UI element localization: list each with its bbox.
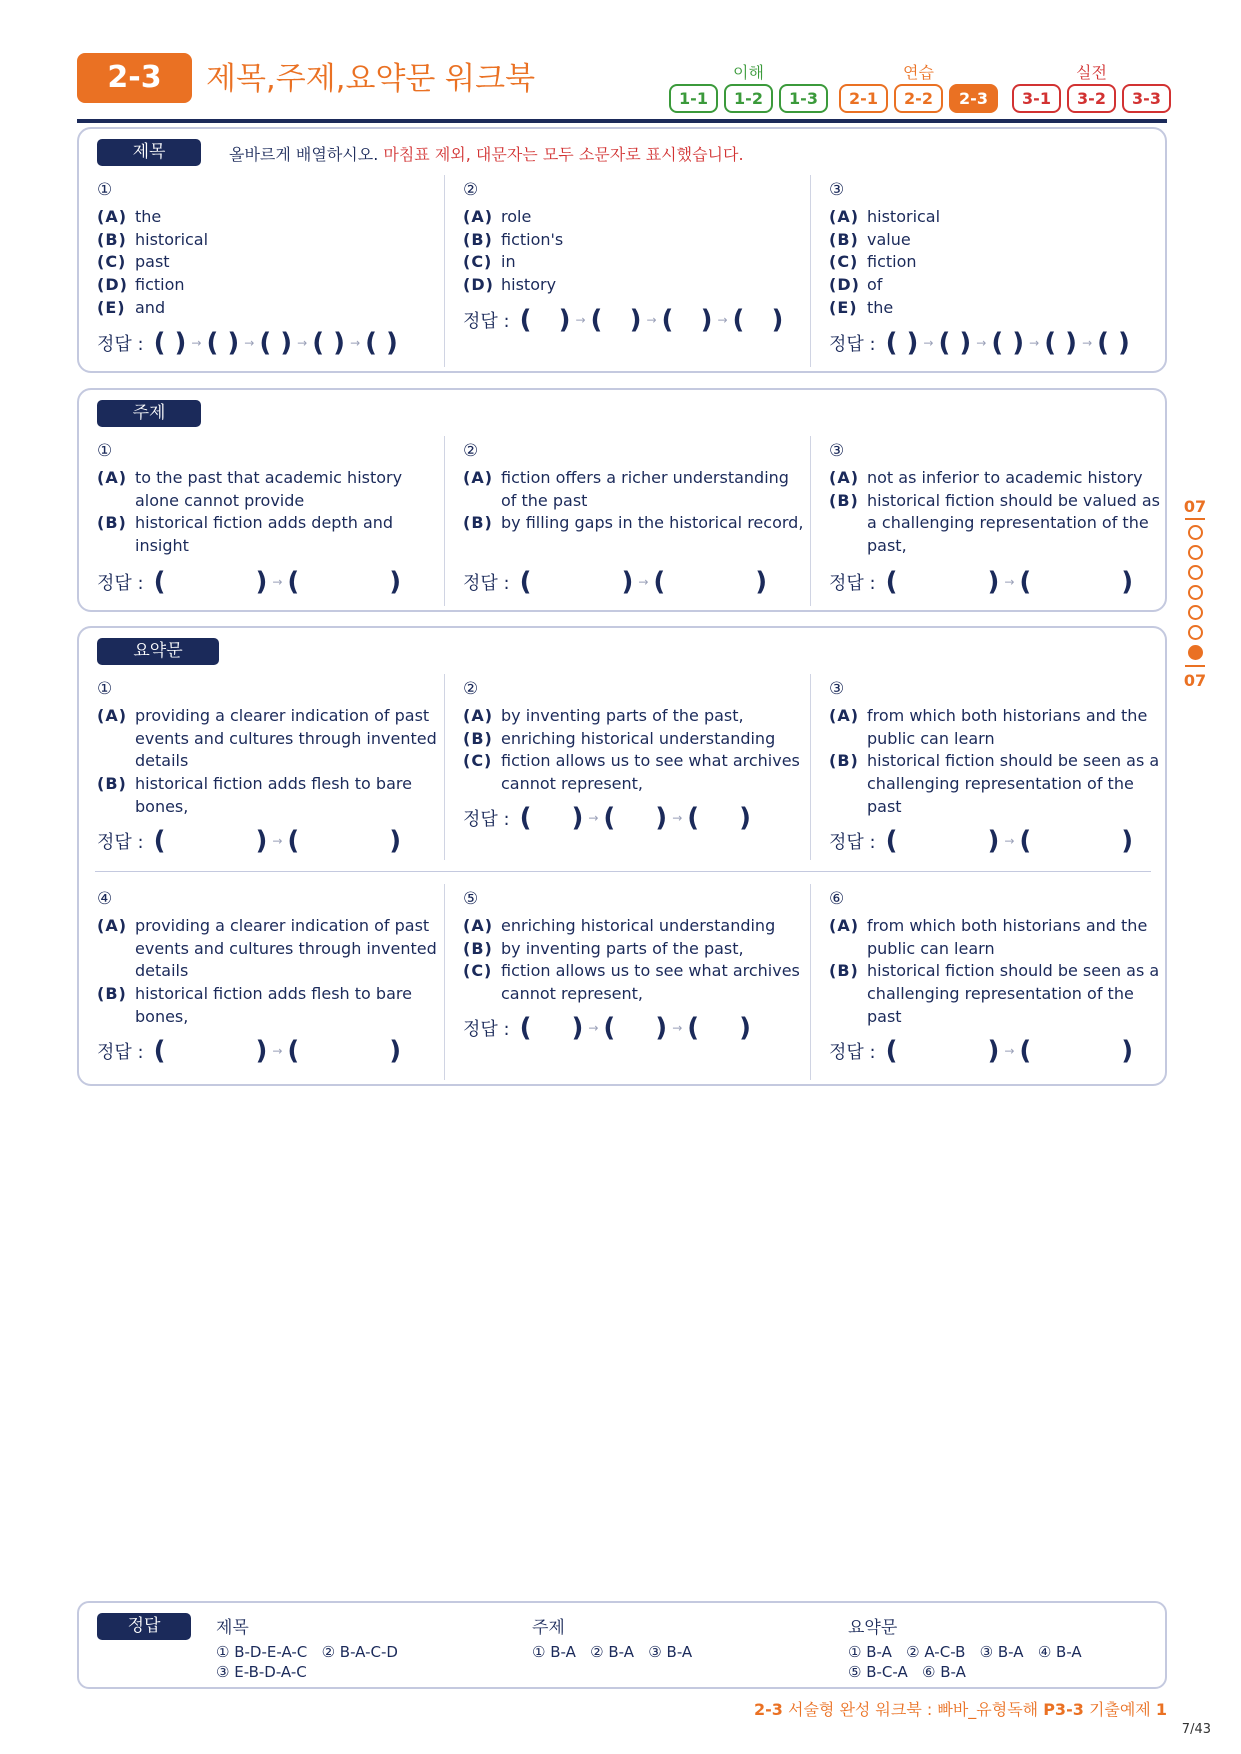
answer-label: 정답 : <box>97 334 144 355</box>
option <box>463 960 805 1005</box>
stage-button-active[interactable]: 2-3 <box>949 84 998 113</box>
side-nav <box>1183 497 1207 691</box>
instruction <box>229 142 744 165</box>
option-key: (D) <box>97 275 128 295</box>
summary-question-3 <box>829 678 1171 819</box>
option-text: fiction allows us to see what archives cannot represent, <box>501 961 800 1004</box>
option <box>97 467 439 512</box>
option-text: by inventing parts of the past, <box>501 938 744 958</box>
nav-dot[interactable] <box>1188 545 1203 560</box>
option-text: providing a clearer indication of past events and cultures through invented details <box>135 706 437 771</box>
option-key: (C) <box>463 252 493 272</box>
nav-dot[interactable] <box>1188 525 1203 540</box>
option-key: (B) <box>463 938 493 958</box>
option <box>463 938 805 961</box>
option-key: (A) <box>829 468 860 487</box>
option <box>97 206 439 229</box>
option-text: fiction <box>867 252 917 272</box>
option-text: historical fiction should be seen as a challenging representation of the past <box>867 961 1160 1026</box>
instruction-text: 올바르게 배열하시오. <box>229 145 379 164</box>
stage-button[interactable]: 1-3 <box>779 84 828 113</box>
side-nav-number: 07 <box>1183 497 1207 516</box>
option <box>463 251 805 274</box>
question-number: ① <box>97 180 113 200</box>
option <box>463 467 805 512</box>
stage-label: 이해 <box>733 63 764 82</box>
option <box>463 206 805 229</box>
stage-button[interactable]: 3-1 <box>1012 84 1061 113</box>
option-text: enriching historical understanding <box>501 916 776 935</box>
option <box>97 251 439 274</box>
answer-key-heading: 주제 <box>532 1618 565 1638</box>
option-text: history <box>501 275 557 295</box>
answer-key-line: ① B-A ② B-A ③ B-A <box>532 1643 693 1661</box>
question-number: ⑤ <box>463 889 479 909</box>
option <box>829 274 1171 297</box>
stage-group-understand <box>669 60 828 113</box>
answer-row[interactable]: 정답 : ( ) → ( ) → ( ) <box>463 803 752 833</box>
stage-label: 실전 <box>1076 63 1107 82</box>
option-text: by inventing parts of the past, <box>501 706 744 725</box>
option-text: by filling gaps in the historical record, <box>501 513 804 533</box>
nav-dot[interactable] <box>1188 565 1203 580</box>
option-text: role <box>501 207 532 226</box>
section-label: 요약문 <box>97 638 219 665</box>
option <box>463 728 805 751</box>
question-number: ⑥ <box>829 889 845 909</box>
stage-button[interactable]: 2-1 <box>839 84 888 113</box>
answer-row[interactable]: 정답 : ( ) → ( ) <box>829 1036 1134 1066</box>
option-key: (A) <box>829 207 860 226</box>
question-number: ③ <box>829 180 845 200</box>
question-number: ① <box>97 441 113 461</box>
answer-key-heading: 요약문 <box>848 1618 898 1638</box>
section-label: 주제 <box>97 400 201 427</box>
option-text: not as inferior to academic history <box>867 468 1143 487</box>
stage-label: 연습 <box>903 63 934 82</box>
footer-text: 서술형 완성 워크북 : 빠바_유형독해 <box>787 1700 1039 1719</box>
column-divider <box>810 175 811 367</box>
section-label: 제목 <box>97 139 201 166</box>
summary-question-5 <box>463 888 805 1006</box>
option-text: historical fiction adds flesh to bare bones, <box>135 774 412 816</box>
option-text: fiction allows us to see what archives cannot represent, <box>501 751 800 794</box>
option <box>97 773 439 818</box>
option-key: (B) <box>97 774 127 794</box>
question-number: ② <box>463 679 479 699</box>
option-text: the <box>867 297 894 317</box>
question-number: ③ <box>829 679 845 699</box>
answer-label: 정답 : <box>829 573 876 594</box>
option-key: (E) <box>829 297 858 317</box>
option <box>829 229 1171 252</box>
footer-code2: P3-3 <box>1043 1700 1084 1719</box>
option-key: (A) <box>97 207 128 226</box>
title-question-3 <box>829 179 1171 320</box>
question-number: ② <box>463 441 479 461</box>
instruction-note: 마침표 제외, 대문자는 모두 소문자로 표시했습니다. <box>383 145 744 164</box>
column-divider <box>444 674 445 860</box>
option-key: (A) <box>829 916 860 935</box>
column-divider <box>810 674 811 860</box>
option-key: (B) <box>97 513 127 533</box>
theme-section <box>77 388 1167 612</box>
option <box>97 705 439 773</box>
answer-row[interactable]: 정답 : ( ) → ( ) <box>97 826 402 856</box>
option-text: historical fiction should be valued as a challenging representation of the past, <box>867 490 1161 556</box>
answer-row[interactable]: 정답 : ( ) → ( ) <box>97 567 402 597</box>
theme-question-1 <box>97 440 439 558</box>
option-text: the <box>135 207 162 226</box>
option-text: past <box>135 252 170 272</box>
summary-question-6 <box>829 888 1171 1029</box>
title-question-2 <box>463 179 805 297</box>
side-nav-bar <box>1185 518 1205 520</box>
answer-row[interactable]: 정답 : ( ) → ( ) <box>97 1036 402 1066</box>
column-divider <box>444 436 445 606</box>
answer-label: 정답 : <box>97 573 144 594</box>
option <box>829 297 1171 320</box>
option-key: (B) <box>97 229 127 249</box>
answer-row[interactable]: 정답 : ( ) → ( ) <box>829 826 1134 856</box>
stage-button[interactable]: 1-1 <box>669 84 718 113</box>
answer-label: 정답 : <box>829 832 876 853</box>
column-divider <box>810 436 811 606</box>
page-number: 7/43 <box>1181 1722 1211 1737</box>
answer-row[interactable]: 정답 : ( ) → ( ) → ( ) → ( ) <box>463 305 784 335</box>
option <box>97 274 439 297</box>
option-key: (B) <box>463 513 493 533</box>
option <box>463 705 805 728</box>
option-key: (D) <box>463 275 494 295</box>
answer-row[interactable]: 정답 : ( ) → ( ) <box>463 567 768 597</box>
option-key: (B) <box>463 728 493 748</box>
title-section <box>77 127 1167 373</box>
footer-code: 2-3 <box>753 1700 783 1719</box>
option <box>97 229 439 252</box>
footer <box>754 1697 1167 1720</box>
stage-group-practice <box>839 60 998 113</box>
option-text: providing a clearer indication of past events and cultures through invented details <box>135 916 437 981</box>
footer-text2: 기출예제 <box>1088 1700 1151 1719</box>
option <box>829 206 1171 229</box>
answer-label: 정답 : <box>463 809 510 830</box>
answer-label: 정답 : <box>463 573 510 594</box>
summary-question-4 <box>97 888 439 1029</box>
stage-button[interactable]: 3-2 <box>1067 84 1116 113</box>
option-key: (B) <box>829 490 859 510</box>
option-text: historical fiction adds depth and insight <box>135 513 394 556</box>
option-key: (E) <box>97 297 126 317</box>
option <box>97 983 439 1028</box>
summary-question-2 <box>463 678 805 796</box>
answer-row[interactable]: 정답 : ( ) → ( ) → ( ) <box>463 1013 752 1043</box>
option-text: from which both historians and the public can learn <box>867 916 1148 958</box>
answer-key-panel <box>77 1601 1167 1689</box>
option-text: historical fiction should be seen as a challenging representation of the past <box>867 751 1160 816</box>
stage-button[interactable]: 2-2 <box>894 84 943 113</box>
option-text: historical <box>135 229 209 249</box>
column-divider <box>444 884 445 1080</box>
option <box>463 229 805 252</box>
answer-row[interactable]: 정답 : ( ) → ( ) → ( ) → ( ) → ( ) <box>829 328 1130 358</box>
option-key: (B) <box>829 229 859 249</box>
option-text: to the past that academic history alone cannot provide <box>135 468 403 510</box>
question-number: ③ <box>829 441 845 461</box>
option-text: enriching historical understanding <box>501 728 776 748</box>
option-key: (C) <box>97 252 127 272</box>
option <box>829 467 1171 490</box>
option-text: of <box>867 275 883 295</box>
option-text: fiction offers a richer understanding of the past <box>501 468 789 510</box>
option-key: (A) <box>97 468 128 487</box>
option <box>829 705 1171 750</box>
option-key: (B) <box>97 984 127 1004</box>
question-number: ② <box>463 180 479 200</box>
header-divider <box>77 119 1167 123</box>
answer-key-summary <box>848 1613 1082 1682</box>
option-text: historical <box>867 207 941 226</box>
page-title: 제목,주제,요약문 워크북 <box>206 61 536 97</box>
side-nav-number: 07 <box>1183 671 1207 690</box>
option <box>463 750 805 795</box>
side-nav-bar <box>1185 665 1205 667</box>
option-key: (A) <box>463 916 494 935</box>
answer-key-heading: 제목 <box>216 1618 249 1638</box>
nav-dot[interactable] <box>1188 625 1203 640</box>
answer-key-line: ⑤ B-C-A ⑥ B-A <box>848 1663 966 1681</box>
answer-row[interactable]: 정답 : ( ) → ( ) <box>829 567 1134 597</box>
option-key: (A) <box>463 468 494 487</box>
option-key: (B) <box>829 961 859 981</box>
option-text: fiction <box>135 275 185 295</box>
column-divider <box>444 175 445 367</box>
stage-button[interactable]: 1-2 <box>724 84 773 113</box>
option-key: (C) <box>463 751 493 771</box>
answer-key-line: ③ E-B-D-A-C <box>216 1663 307 1681</box>
answer-label: 정답 : <box>97 1042 144 1063</box>
nav-dot[interactable] <box>1188 605 1203 620</box>
answer-label: 정답 : <box>829 334 876 355</box>
option-key: (A) <box>463 706 494 725</box>
summary-section <box>77 626 1167 1086</box>
option-key: (C) <box>829 252 859 272</box>
option-key: (A) <box>97 706 128 725</box>
question-number: ④ <box>97 889 113 909</box>
question-number: ① <box>97 679 113 699</box>
option-text: historical fiction adds flesh to bare bones, <box>135 984 412 1026</box>
title-question-1 <box>97 179 439 320</box>
option <box>829 915 1171 960</box>
nav-dot-active[interactable] <box>1188 645 1203 660</box>
option <box>829 750 1171 818</box>
option <box>829 251 1171 274</box>
answer-label: 정답 : <box>463 1019 510 1040</box>
option-text: value <box>867 229 911 249</box>
option <box>97 915 439 983</box>
option <box>463 512 805 535</box>
option-text: and <box>135 297 166 317</box>
footer-num: 1 <box>1155 1700 1167 1719</box>
answer-row[interactable]: 정답 : ( ) → ( ) → ( ) → ( ) → ( ) <box>97 328 398 358</box>
answer-label: 정답 : <box>829 1042 876 1063</box>
option <box>829 490 1171 558</box>
option-text: fiction's <box>501 229 564 249</box>
column-divider <box>810 884 811 1080</box>
answer-key-badge: 정답 <box>97 1613 191 1640</box>
answer-key-line: ① B-D-E-A-C ② B-A-C-D <box>216 1643 398 1661</box>
option <box>463 274 805 297</box>
option-key: (A) <box>97 916 128 935</box>
answer-label: 정답 : <box>463 311 510 332</box>
nav-dot[interactable] <box>1188 585 1203 600</box>
option-text: from which both historians and the public can learn <box>867 706 1148 748</box>
option <box>97 297 439 320</box>
option-key: (A) <box>463 207 494 226</box>
option <box>463 915 805 938</box>
theme-question-2 <box>463 440 805 535</box>
summary-question-1 <box>97 678 439 819</box>
option <box>97 512 439 557</box>
stage-button[interactable]: 3-3 <box>1122 84 1171 113</box>
answer-key-line: ① B-A ② A-C-B ③ B-A ④ B-A <box>848 1643 1082 1661</box>
answer-key-title <box>216 1613 398 1682</box>
option-key: (B) <box>829 751 859 771</box>
option-key: (A) <box>829 706 860 725</box>
option-key: (D) <box>829 275 860 295</box>
stage-group-real <box>1012 60 1171 113</box>
option-key: (B) <box>463 229 493 249</box>
theme-question-3 <box>829 440 1171 558</box>
answer-label: 정답 : <box>97 832 144 853</box>
row-divider <box>95 871 1151 872</box>
answer-key-theme <box>532 1613 692 1662</box>
option <box>829 960 1171 1028</box>
option-key: (C) <box>463 961 493 981</box>
lesson-badge: 2-3 <box>77 53 192 103</box>
option-text: in <box>501 252 516 272</box>
